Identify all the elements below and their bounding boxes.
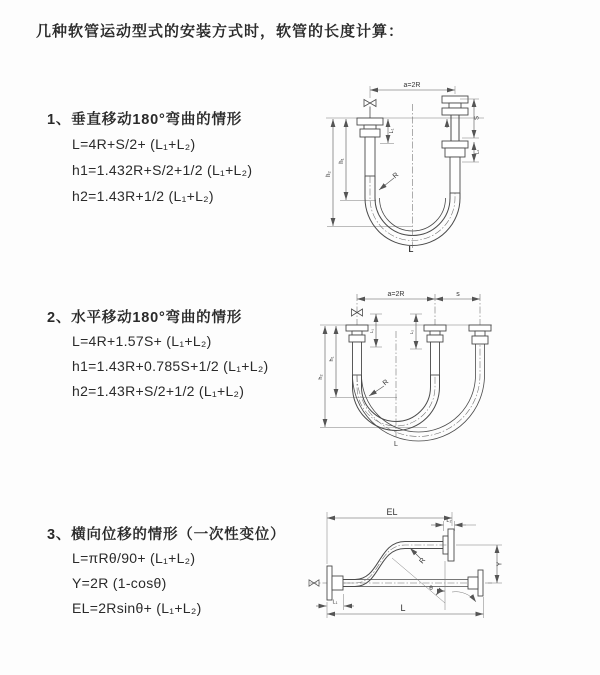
- dim-label-h2: h₂: [326, 171, 332, 177]
- left-flange: [327, 566, 343, 600]
- dim-s: [460, 99, 481, 138]
- dim-l2: [409, 314, 422, 349]
- left-fitting: [346, 325, 368, 375]
- diagram-lateral-displacement: [300, 498, 595, 650]
- radius-callout: [379, 172, 400, 190]
- dim-l: [327, 597, 484, 618]
- dim-label-a2r: a=2R: [387, 291, 405, 298]
- dim-label-a2r: a=2R: [403, 82, 421, 89]
- dim-label-s: s: [456, 291, 460, 298]
- dim-label-l1: L₁: [332, 599, 338, 606]
- formula-line: h1=1.432R+S/2+1/2 (L₁+L₂): [72, 162, 253, 178]
- radius-callout: [410, 548, 427, 565]
- dim-s: [435, 291, 480, 299]
- valve-bowtie-icon: [364, 100, 376, 107]
- displaced-fitting: [469, 325, 491, 344]
- hose-u-bend-displaced: [353, 344, 485, 441]
- right-fitting: [442, 96, 468, 193]
- radius-callout: [369, 379, 390, 396]
- middle-fitting: [424, 325, 446, 375]
- formula-line: Y=2R (1-cosθ): [72, 575, 167, 591]
- dim-label-l: L: [400, 603, 406, 613]
- dim-label-l1: L₁: [369, 328, 374, 334]
- formula-line: h2=1.43R+1/2 (L₁+L₂): [72, 188, 214, 204]
- theta-label: θ: [429, 585, 433, 592]
- formula-line: L=4R+1.57S+ (L₁+L₂): [72, 333, 212, 349]
- dim-el: [327, 507, 452, 564]
- dim-label-l2: L₂: [474, 149, 481, 155]
- section-3-heading: 3、横向位移的情形（一次性变位）: [47, 527, 286, 543]
- formula-line: EL=2Rsinθ+ (L₁+L₂): [72, 600, 202, 616]
- dim-l1: [369, 314, 382, 347]
- diagram-vertical-180-bend: [312, 76, 580, 254]
- formula-line: h1=1.43R+0.785S+1/2 (L₁+L₂): [72, 358, 269, 374]
- dim-label-l2: L₂: [409, 329, 414, 335]
- diagram-horizontal-180-bend: [312, 287, 594, 455]
- radius-label: R: [381, 378, 391, 388]
- formula-line: h2=1.43R+S/2+1/2 (L₁+L₂): [72, 383, 245, 399]
- section-1-heading: 1、垂直移动180°弯曲的情形: [47, 112, 243, 128]
- dim-label-el: EL: [386, 507, 398, 517]
- page-title: 几种软管运动型式的安装方式时，软管的长度计算：: [36, 23, 405, 40]
- dim-label-l1: L₁: [389, 128, 395, 134]
- dim-label-s: S: [474, 115, 481, 121]
- left-fitting: [357, 118, 383, 176]
- dim-label-y: Y: [496, 561, 504, 567]
- length-label: L: [394, 441, 398, 448]
- formula-line: L=πRθ/90+ (L₁+L₂): [72, 550, 196, 566]
- dim-label-h2: h₂: [318, 374, 324, 380]
- dim-label-h1: h₁: [329, 356, 335, 362]
- radius-label: R: [418, 556, 428, 566]
- formula-line: L=4R+S/2+ (L₁+L₂): [72, 136, 196, 152]
- dim-label-l2: L₂: [446, 518, 452, 524]
- right-flange: [468, 570, 483, 596]
- section-2-heading: 2、水平移动180°弯曲的情形: [47, 310, 243, 326]
- dim-a2r: [357, 291, 435, 299]
- dim-label-h1: h₁: [339, 158, 345, 164]
- length-label: L: [408, 245, 414, 254]
- radius-label: R: [391, 171, 401, 181]
- dim-l1: [316, 594, 354, 610]
